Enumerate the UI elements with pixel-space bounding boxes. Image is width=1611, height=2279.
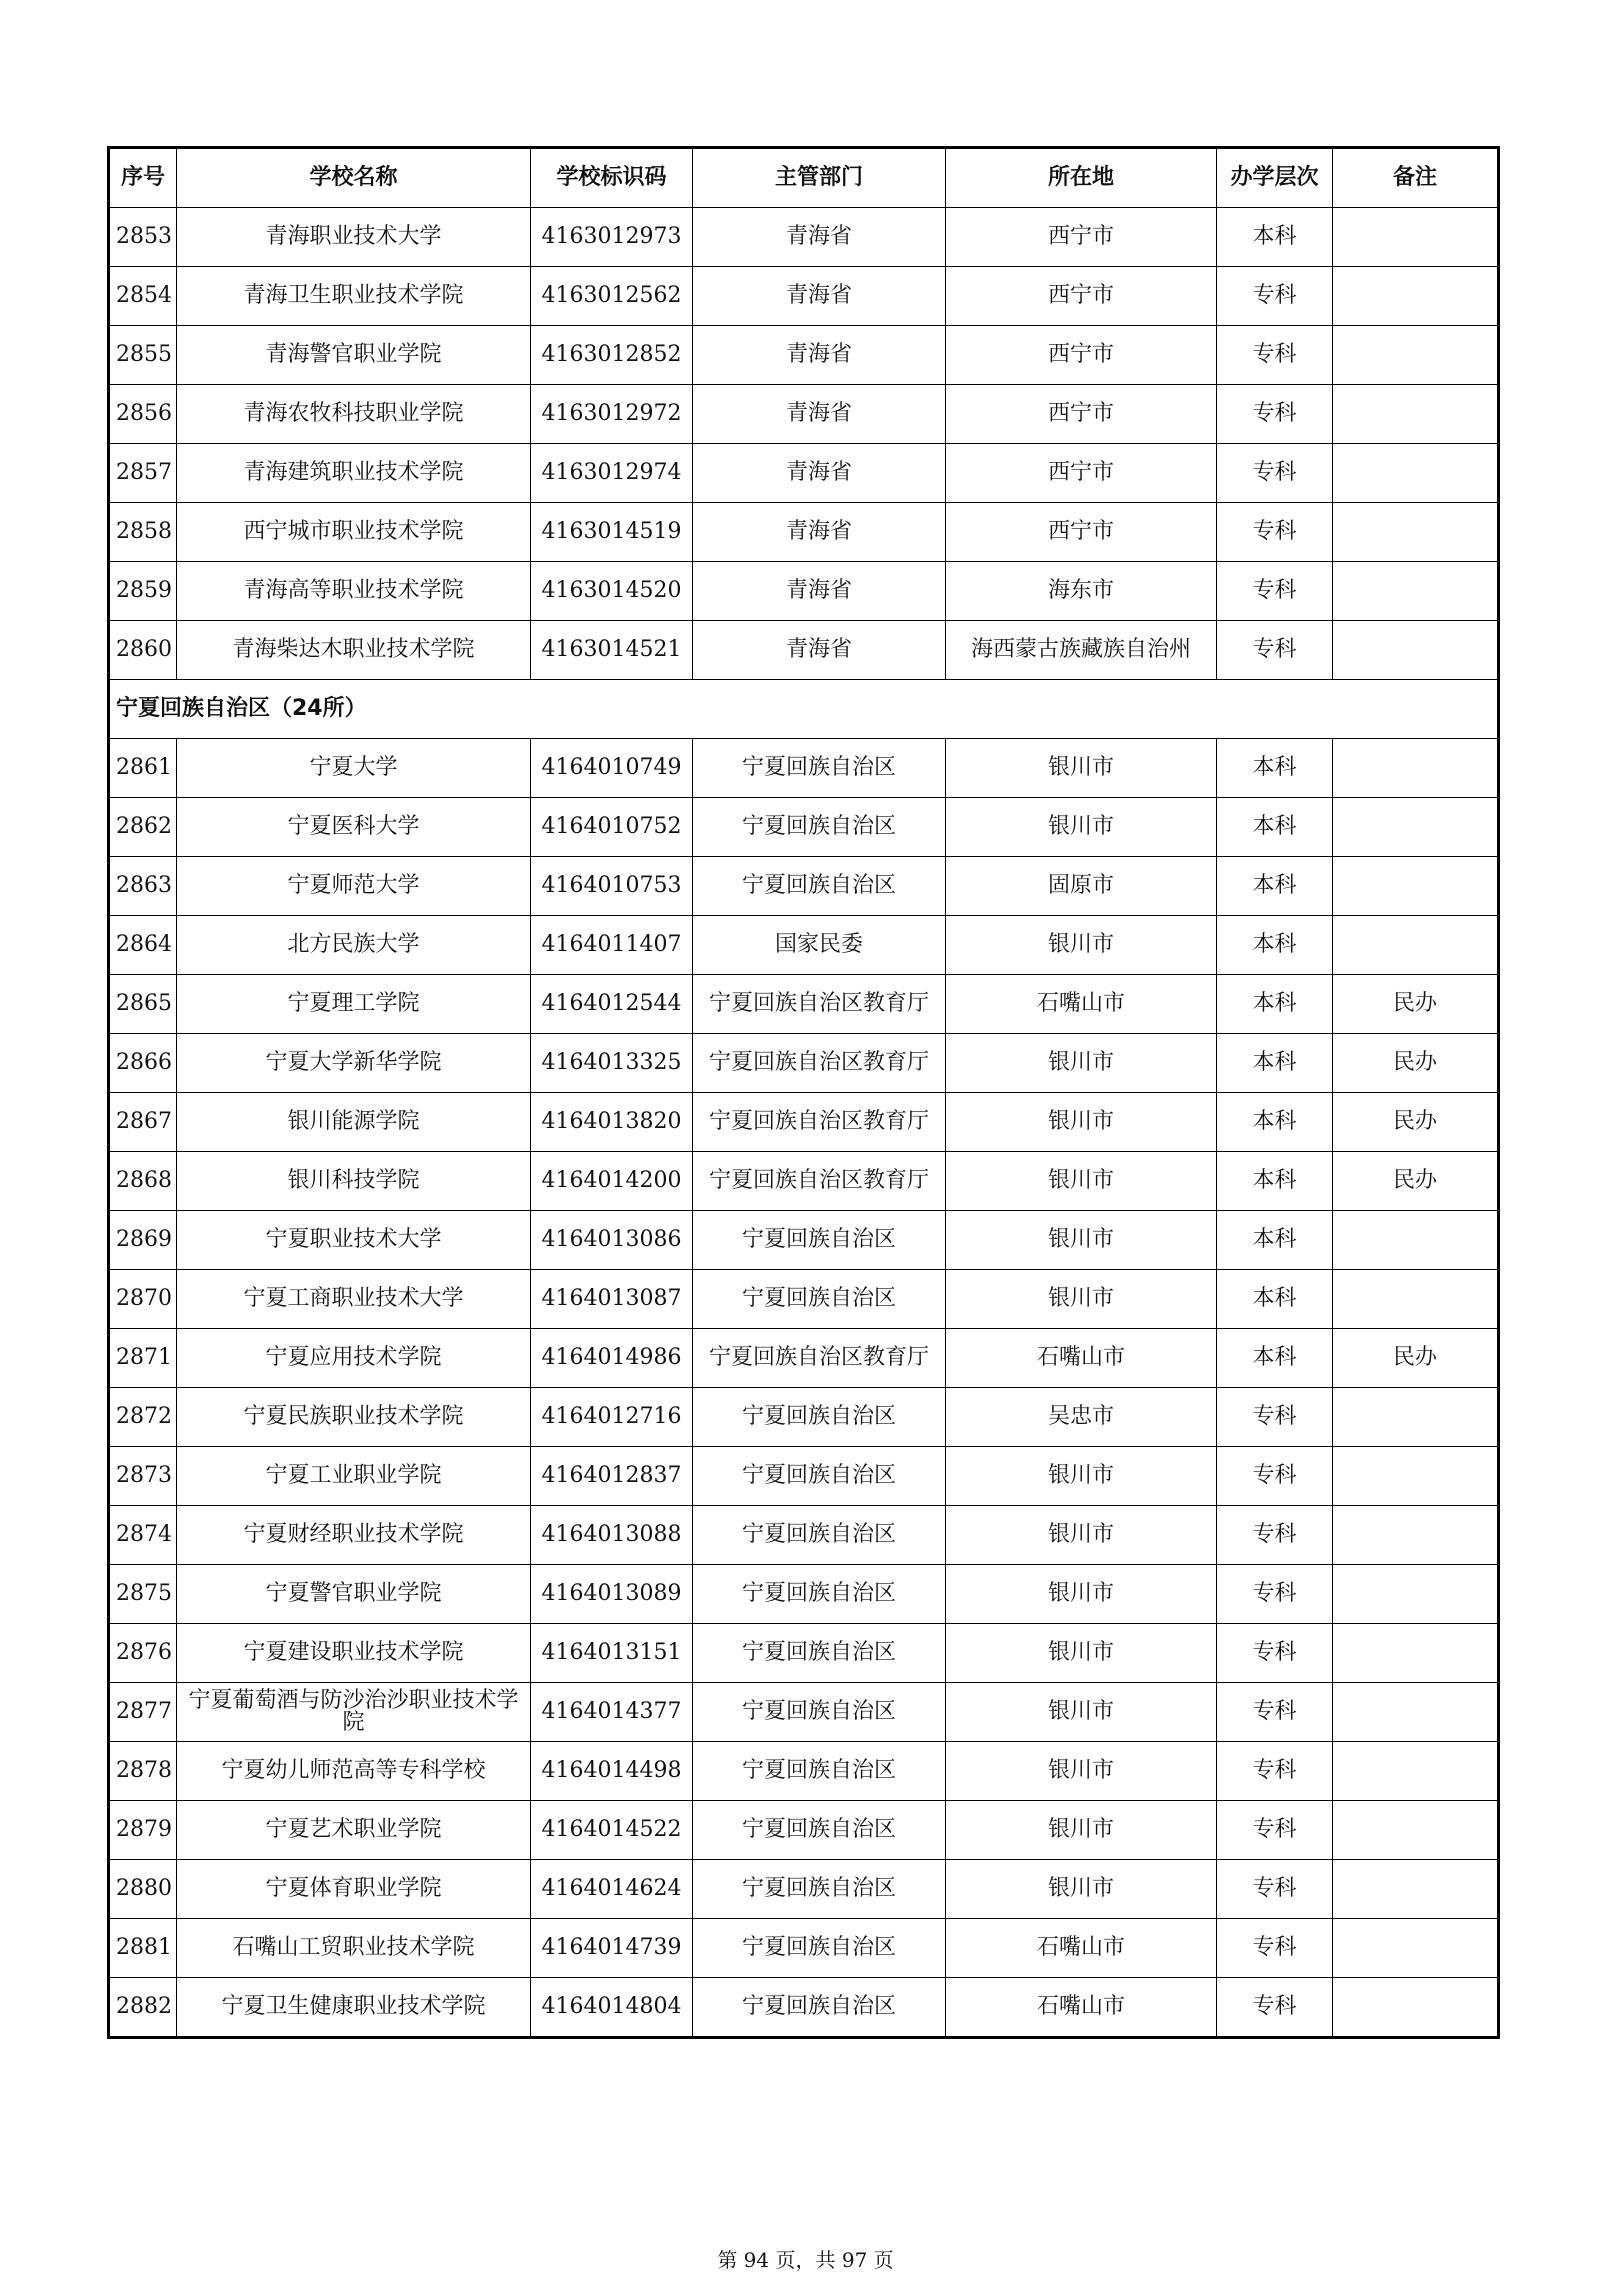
cell-index: 2874	[109, 1506, 177, 1565]
cell-school-code: 4163014520	[531, 562, 693, 621]
cell-index: 2868	[109, 1152, 177, 1211]
table-row	[109, 1152, 1499, 1211]
cell-index: 2873	[109, 1447, 177, 1506]
cell-level: 专科	[1217, 1388, 1333, 1447]
cell-level: 专科	[1217, 1742, 1333, 1801]
cell-location: 固原市	[946, 857, 1217, 916]
table-row	[109, 1978, 1499, 2038]
cell-school-name: 宁夏建设职业技术学院	[177, 1624, 531, 1683]
cell-level: 专科	[1217, 1683, 1333, 1742]
cell-remarks	[1333, 503, 1499, 562]
cell-school-code: 4164013087	[531, 1270, 693, 1329]
section-row	[109, 680, 1499, 739]
cell-school-name: 西宁城市职业技术学院	[177, 503, 531, 562]
cell-authority: 宁夏回族自治区	[693, 1624, 946, 1683]
cell-remarks	[1333, 208, 1499, 267]
cell-location: 银川市	[946, 1624, 1217, 1683]
cell-school-code: 4163012852	[531, 326, 693, 385]
table-row	[109, 562, 1499, 621]
cell-school-name: 宁夏警官职业学院	[177, 1565, 531, 1624]
cell-remarks	[1333, 562, 1499, 621]
table-row	[109, 857, 1499, 916]
cell-location: 西宁市	[946, 267, 1217, 326]
table-row	[109, 208, 1499, 267]
cell-index: 2872	[109, 1388, 177, 1447]
cell-school-code: 4163012562	[531, 267, 693, 326]
cell-school-name: 青海警官职业学院	[177, 326, 531, 385]
cell-index: 2880	[109, 1860, 177, 1919]
cell-index: 2855	[109, 326, 177, 385]
cell-school-name: 宁夏工商职业技术大学	[177, 1270, 531, 1329]
cell-location: 西宁市	[946, 503, 1217, 562]
cell-level: 专科	[1217, 326, 1333, 385]
cell-level: 专科	[1217, 1919, 1333, 1978]
cell-authority: 宁夏回族自治区	[693, 798, 946, 857]
table-row	[109, 1447, 1499, 1506]
cell-remarks: 民办	[1333, 975, 1499, 1034]
cell-remarks	[1333, 1624, 1499, 1683]
cell-location: 银川市	[946, 1211, 1217, 1270]
cell-school-code: 4164014522	[531, 1801, 693, 1860]
cell-school-name: 青海建筑职业技术学院	[177, 444, 531, 503]
cell-index: 2857	[109, 444, 177, 503]
cell-location: 银川市	[946, 916, 1217, 975]
cell-location: 银川市	[946, 1093, 1217, 1152]
table-row	[109, 1388, 1499, 1447]
cell-school-code: 4164014624	[531, 1860, 693, 1919]
cell-index: 2863	[109, 857, 177, 916]
cell-location: 银川市	[946, 1860, 1217, 1919]
cell-authority: 宁夏回族自治区	[693, 739, 946, 798]
school-list-table	[107, 146, 1500, 2039]
cell-index: 2879	[109, 1801, 177, 1860]
cell-remarks	[1333, 798, 1499, 857]
cell-school-code: 4164013089	[531, 1565, 693, 1624]
cell-index: 2866	[109, 1034, 177, 1093]
cell-authority: 宁夏回族自治区教育厅	[693, 975, 946, 1034]
header-cell-school-name: 学校名称	[177, 148, 531, 208]
cell-location: 西宁市	[946, 385, 1217, 444]
cell-remarks: 民办	[1333, 1093, 1499, 1152]
cell-remarks	[1333, 1919, 1499, 1978]
cell-index: 2875	[109, 1565, 177, 1624]
cell-school-code: 4163012974	[531, 444, 693, 503]
cell-index: 2882	[109, 1978, 177, 2038]
cell-remarks	[1333, 326, 1499, 385]
cell-authority: 宁夏回族自治区	[693, 1919, 946, 1978]
cell-remarks	[1333, 1565, 1499, 1624]
cell-school-code: 4164014498	[531, 1742, 693, 1801]
cell-authority: 青海省	[693, 385, 946, 444]
cell-authority: 宁夏回族自治区	[693, 1860, 946, 1919]
cell-location: 银川市	[946, 1034, 1217, 1093]
cell-remarks	[1333, 1683, 1499, 1742]
cell-authority: 宁夏回族自治区	[693, 1388, 946, 1447]
cell-index: 2859	[109, 562, 177, 621]
cell-school-name: 宁夏应用技术学院	[177, 1329, 531, 1388]
table-row	[109, 1683, 1499, 1742]
cell-school-code: 4163014519	[531, 503, 693, 562]
cell-authority: 宁夏回族自治区教育厅	[693, 1329, 946, 1388]
cell-index: 2856	[109, 385, 177, 444]
cell-location: 石嘴山市	[946, 1919, 1217, 1978]
cell-remarks	[1333, 1211, 1499, 1270]
cell-school-name: 宁夏葡萄酒与防沙治沙职业技术学院	[177, 1683, 531, 1742]
cell-level: 专科	[1217, 621, 1333, 680]
cell-location: 石嘴山市	[946, 1329, 1217, 1388]
cell-remarks	[1333, 1801, 1499, 1860]
cell-school-code: 4164013088	[531, 1506, 693, 1565]
cell-authority: 青海省	[693, 326, 946, 385]
cell-authority: 宁夏回族自治区教育厅	[693, 1093, 946, 1152]
cell-level: 本科	[1217, 975, 1333, 1034]
cell-school-name: 宁夏财经职业技术学院	[177, 1506, 531, 1565]
cell-school-name: 宁夏卫生健康职业技术学院	[177, 1978, 531, 2038]
cell-school-code: 4164012837	[531, 1447, 693, 1506]
cell-level: 专科	[1217, 562, 1333, 621]
table-row	[109, 444, 1499, 503]
cell-index: 2871	[109, 1329, 177, 1388]
table-row	[109, 503, 1499, 562]
table-row	[109, 1034, 1499, 1093]
table-row	[109, 1565, 1499, 1624]
cell-location: 银川市	[946, 1506, 1217, 1565]
cell-school-code: 4163014521	[531, 621, 693, 680]
cell-remarks	[1333, 267, 1499, 326]
cell-location: 银川市	[946, 1447, 1217, 1506]
header-cell-level: 办学层次	[1217, 148, 1333, 208]
cell-index: 2861	[109, 739, 177, 798]
cell-level: 本科	[1217, 1270, 1333, 1329]
cell-level: 本科	[1217, 916, 1333, 975]
cell-level: 专科	[1217, 1978, 1333, 2038]
table-row	[109, 1860, 1499, 1919]
cell-remarks	[1333, 857, 1499, 916]
cell-level: 本科	[1217, 1034, 1333, 1093]
cell-index: 2881	[109, 1919, 177, 1978]
table-row	[109, 1801, 1499, 1860]
cell-school-name: 银川能源学院	[177, 1093, 531, 1152]
cell-authority: 宁夏回族自治区	[693, 1683, 946, 1742]
cell-authority: 宁夏回族自治区	[693, 1565, 946, 1624]
cell-authority: 宁夏回族自治区教育厅	[693, 1152, 946, 1211]
cell-index: 2853	[109, 208, 177, 267]
cell-school-code: 4164013086	[531, 1211, 693, 1270]
cell-location: 银川市	[946, 1565, 1217, 1624]
table-row	[109, 326, 1499, 385]
cell-remarks	[1333, 621, 1499, 680]
cell-school-code: 4164013325	[531, 1034, 693, 1093]
cell-index: 2870	[109, 1270, 177, 1329]
cell-school-name: 青海卫生职业技术学院	[177, 267, 531, 326]
cell-location: 海西蒙古族藏族自治州	[946, 621, 1217, 680]
cell-school-name: 宁夏艺术职业学院	[177, 1801, 531, 1860]
cell-index: 2877	[109, 1683, 177, 1742]
cell-remarks: 民办	[1333, 1034, 1499, 1093]
header-cell-location: 所在地	[946, 148, 1217, 208]
cell-remarks: 民办	[1333, 1152, 1499, 1211]
cell-authority: 宁夏回族自治区	[693, 1270, 946, 1329]
cell-remarks	[1333, 916, 1499, 975]
cell-remarks	[1333, 1506, 1499, 1565]
cell-index: 2867	[109, 1093, 177, 1152]
cell-authority: 国家民委	[693, 916, 946, 975]
cell-level: 本科	[1217, 1211, 1333, 1270]
cell-school-name: 宁夏医科大学	[177, 798, 531, 857]
table-row	[109, 1506, 1499, 1565]
cell-authority: 宁夏回族自治区	[693, 1211, 946, 1270]
cell-index: 2862	[109, 798, 177, 857]
cell-authority: 宁夏回族自治区	[693, 1801, 946, 1860]
cell-location: 银川市	[946, 1152, 1217, 1211]
cell-school-code: 4164013820	[531, 1093, 693, 1152]
cell-school-code: 4164014804	[531, 1978, 693, 2038]
cell-level: 本科	[1217, 739, 1333, 798]
cell-authority: 青海省	[693, 208, 946, 267]
cell-level: 本科	[1217, 1329, 1333, 1388]
table-body	[109, 148, 1499, 2038]
table-row	[109, 739, 1499, 798]
cell-location: 海东市	[946, 562, 1217, 621]
table-row	[109, 1211, 1499, 1270]
cell-index: 2854	[109, 267, 177, 326]
cell-school-code: 4164014200	[531, 1152, 693, 1211]
cell-location: 银川市	[946, 1270, 1217, 1329]
cell-authority: 青海省	[693, 503, 946, 562]
cell-authority: 青海省	[693, 562, 946, 621]
cell-school-code: 4164014377	[531, 1683, 693, 1742]
cell-school-code: 4163012973	[531, 208, 693, 267]
cell-remarks	[1333, 444, 1499, 503]
cell-school-name: 宁夏民族职业技术学院	[177, 1388, 531, 1447]
cell-location: 西宁市	[946, 208, 1217, 267]
table-row	[109, 621, 1499, 680]
cell-level: 专科	[1217, 503, 1333, 562]
cell-school-code: 4164014986	[531, 1329, 693, 1388]
cell-authority: 宁夏回族自治区	[693, 1978, 946, 2038]
cell-level: 本科	[1217, 857, 1333, 916]
cell-remarks	[1333, 1978, 1499, 2038]
cell-level: 专科	[1217, 1506, 1333, 1565]
cell-authority: 宁夏回族自治区教育厅	[693, 1034, 946, 1093]
cell-level: 专科	[1217, 1565, 1333, 1624]
cell-school-name: 银川科技学院	[177, 1152, 531, 1211]
cell-remarks	[1333, 385, 1499, 444]
cell-level: 专科	[1217, 444, 1333, 503]
cell-level: 专科	[1217, 267, 1333, 326]
table-row	[109, 916, 1499, 975]
cell-school-code: 4164010753	[531, 857, 693, 916]
cell-school-name: 宁夏大学	[177, 739, 531, 798]
cell-location: 西宁市	[946, 444, 1217, 503]
cell-authority: 青海省	[693, 267, 946, 326]
cell-location: 银川市	[946, 798, 1217, 857]
cell-authority: 宁夏回族自治区	[693, 857, 946, 916]
cell-level: 专科	[1217, 1860, 1333, 1919]
cell-school-name: 青海高等职业技术学院	[177, 562, 531, 621]
cell-index: 2865	[109, 975, 177, 1034]
cell-index: 2864	[109, 916, 177, 975]
cell-school-code: 4163012972	[531, 385, 693, 444]
table-row	[109, 385, 1499, 444]
table-row	[109, 1270, 1499, 1329]
cell-school-name: 宁夏幼儿师范高等专科学校	[177, 1742, 531, 1801]
cell-location: 银川市	[946, 1742, 1217, 1801]
cell-level: 本科	[1217, 208, 1333, 267]
cell-index: 2876	[109, 1624, 177, 1683]
cell-location: 银川市	[946, 739, 1217, 798]
cell-index: 2869	[109, 1211, 177, 1270]
cell-level: 专科	[1217, 1801, 1333, 1860]
cell-authority: 宁夏回族自治区	[693, 1447, 946, 1506]
cell-level: 专科	[1217, 385, 1333, 444]
cell-location: 西宁市	[946, 326, 1217, 385]
page-footer: 第 94 页，共 97 页	[717, 2248, 894, 2272]
cell-index: 2858	[109, 503, 177, 562]
cell-school-code: 4164013151	[531, 1624, 693, 1683]
cell-school-name: 青海农牧科技职业学院	[177, 385, 531, 444]
cell-school-name: 北方民族大学	[177, 916, 531, 975]
cell-school-name: 青海职业技术大学	[177, 208, 531, 267]
cell-level: 专科	[1217, 1624, 1333, 1683]
table-row	[109, 1919, 1499, 1978]
table-row	[109, 1329, 1499, 1388]
table-row	[109, 975, 1499, 1034]
cell-level: 本科	[1217, 1152, 1333, 1211]
cell-school-code: 4164010752	[531, 798, 693, 857]
cell-index: 2878	[109, 1742, 177, 1801]
cell-school-name: 宁夏职业技术大学	[177, 1211, 531, 1270]
table-row	[109, 267, 1499, 326]
cell-level: 专科	[1217, 1447, 1333, 1506]
cell-school-name: 石嘴山工贸职业技术学院	[177, 1919, 531, 1978]
cell-location: 银川市	[946, 1801, 1217, 1860]
table-row	[109, 1742, 1499, 1801]
cell-remarks	[1333, 1447, 1499, 1506]
cell-remarks	[1333, 1742, 1499, 1801]
cell-school-name: 宁夏师范大学	[177, 857, 531, 916]
cell-remarks	[1333, 1860, 1499, 1919]
header-cell-remarks: 备注	[1333, 148, 1499, 208]
table-row	[109, 1093, 1499, 1152]
cell-school-code: 4164014739	[531, 1919, 693, 1978]
cell-school-code: 4164010749	[531, 739, 693, 798]
header-row	[109, 148, 1499, 208]
cell-school-name: 宁夏工业职业学院	[177, 1447, 531, 1506]
cell-level: 本科	[1217, 798, 1333, 857]
cell-school-name: 宁夏大学新华学院	[177, 1034, 531, 1093]
cell-authority: 宁夏回族自治区	[693, 1506, 946, 1565]
cell-location: 石嘴山市	[946, 975, 1217, 1034]
cell-remarks	[1333, 739, 1499, 798]
cell-authority: 宁夏回族自治区	[693, 1742, 946, 1801]
table-row	[109, 798, 1499, 857]
cell-school-name: 宁夏体育职业学院	[177, 1860, 531, 1919]
cell-school-name: 宁夏理工学院	[177, 975, 531, 1034]
cell-index: 2860	[109, 621, 177, 680]
cell-location: 石嘴山市	[946, 1978, 1217, 2038]
cell-school-code: 4164012716	[531, 1388, 693, 1447]
cell-remarks	[1333, 1388, 1499, 1447]
header-cell-authority: 主管部门	[693, 148, 946, 208]
section-title: 宁夏回族自治区（24所）	[109, 680, 1499, 739]
cell-level: 本科	[1217, 1093, 1333, 1152]
cell-remarks	[1333, 1270, 1499, 1329]
cell-authority: 青海省	[693, 444, 946, 503]
header-cell-school-code: 学校标识码	[531, 148, 693, 208]
cell-school-name: 青海柴达木职业技术学院	[177, 621, 531, 680]
cell-authority: 青海省	[693, 621, 946, 680]
table-row	[109, 1624, 1499, 1683]
cell-school-code: 4164012544	[531, 975, 693, 1034]
cell-remarks: 民办	[1333, 1329, 1499, 1388]
cell-location: 吴忠市	[946, 1388, 1217, 1447]
cell-location: 银川市	[946, 1683, 1217, 1742]
cell-school-code: 4164011407	[531, 916, 693, 975]
header-cell-index: 序号	[109, 148, 177, 208]
